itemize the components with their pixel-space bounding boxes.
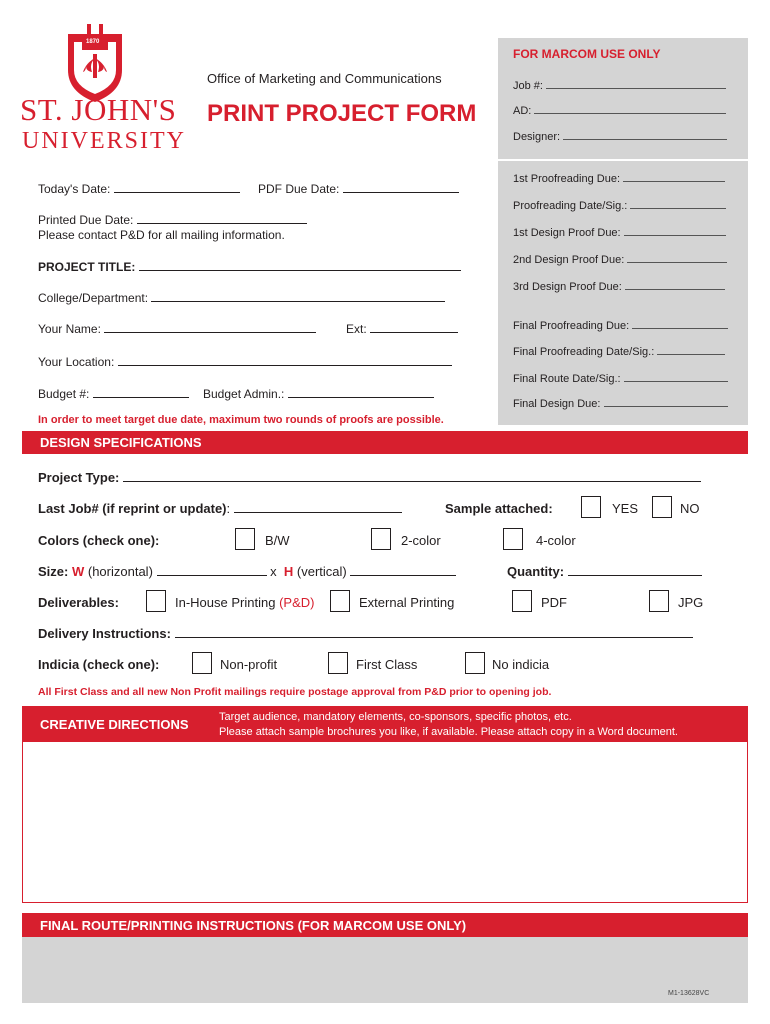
todays-date-field[interactable] <box>38 181 240 196</box>
final-route-bar <box>22 913 748 937</box>
budget-admin-field[interactable] <box>203 386 434 401</box>
second-design-proof-label: 2nd Design Proof Due: <box>513 254 625 266</box>
proofs-notice: In order to meet target due date, maximum two rounds of proofs are possible. <box>38 414 444 426</box>
college-department-label: College/Department: <box>38 291 149 305</box>
size-w-label: W <box>71 564 85 579</box>
quantity-field[interactable] <box>507 564 702 579</box>
color-bw-label: B/W <box>265 533 290 548</box>
creative-directions-hint1: Target audience, mandatory elements, co-sponsors, specific photos, etc. <box>219 711 572 723</box>
creative-directions-hint2: Please attach sample brochures you like, if available. Please attach copy in a Word document. <box>219 726 678 738</box>
last-job-field[interactable] <box>38 501 402 516</box>
jpg-checkbox[interactable] <box>649 590 669 612</box>
color-2color-label: 2-color <box>401 533 441 548</box>
pdf-due-date-label: PDF Due Date: <box>258 182 340 196</box>
inhouse-printing-label <box>175 595 314 610</box>
ad-field[interactable] <box>513 103 726 117</box>
your-name-field[interactable] <box>38 321 316 336</box>
final-route-heading: FINAL ROUTE/PRINTING INSTRUCTIONS (FOR MARCOM USE ONLY) <box>40 918 467 933</box>
todays-date-label: Today's Date: <box>38 182 111 196</box>
creative-directions-heading: CREATIVE DIRECTIONS <box>40 717 189 732</box>
jpg-label: JPG <box>678 595 704 610</box>
final-proofreading-date-label: Final Proofreading Date/Sig.: <box>513 346 655 358</box>
marcom-heading: FOR MARCOM USE ONLY <box>513 47 661 61</box>
external-printing-checkbox[interactable] <box>330 590 350 612</box>
project-type-field[interactable] <box>38 470 701 485</box>
final-design-label: Final Design Due: <box>513 398 601 410</box>
final-design-field[interactable] <box>513 396 728 410</box>
last-job-label: Last Job# (if reprint or update) <box>38 501 227 516</box>
external-printing-label: External Printing <box>359 595 455 610</box>
inhouse-printing-checkbox[interactable] <box>146 590 166 612</box>
university-name-line2: UNIVERSITY <box>22 128 186 154</box>
university-name-line1: ST. JOHN'S <box>20 92 177 127</box>
size-x-label: x <box>270 564 277 579</box>
ext-field[interactable] <box>346 321 458 336</box>
last-job-colon: : <box>226 501 231 516</box>
quantity-label: Quantity: <box>507 564 565 579</box>
your-location-label: Your Location: <box>38 355 115 369</box>
pdf-checkbox[interactable] <box>512 590 532 612</box>
third-design-proof-label: 3rd Design Proof Due: <box>513 281 622 293</box>
sample-yes-label: YES <box>612 501 639 516</box>
designer-field[interactable] <box>513 129 727 143</box>
design-specs-bar <box>22 431 748 454</box>
postage-note: All First Class and all new Non Profit mailings require postage approval from P&D prior to opening job. <box>38 686 552 698</box>
sample-no-checkbox[interactable] <box>652 496 672 518</box>
final-proofreading-label: Final Proofreading Due: <box>513 320 630 332</box>
design-specs-heading: DESIGN SPECIFICATIONS <box>40 435 202 450</box>
second-design-proof-field[interactable] <box>513 252 727 266</box>
colors-label: Colors (check one): <box>38 533 160 548</box>
deliverables-label: Deliverables: <box>38 595 119 610</box>
delivery-instructions-field[interactable] <box>38 626 693 641</box>
budget-number-label: Budget #: <box>38 387 90 401</box>
creative-directions-textarea[interactable] <box>22 742 748 903</box>
page-title: PRINT PROJECT FORM <box>207 100 477 127</box>
color-2color-checkbox[interactable] <box>371 528 391 550</box>
form-code: M1-13628VC <box>668 990 710 997</box>
college-department-field[interactable] <box>38 290 445 305</box>
sample-attached-label: Sample attached: <box>445 501 553 516</box>
noindicia-checkbox[interactable] <box>465 652 485 674</box>
project-title-label: PROJECT TITLE: <box>38 260 136 274</box>
proofreading-date-field[interactable] <box>513 198 726 212</box>
firstclass-label: First Class <box>356 657 418 672</box>
color-4color-label: 4-color <box>536 533 576 548</box>
size-vertical-label: (vertical) <box>296 564 347 579</box>
color-bw-checkbox[interactable] <box>235 528 255 550</box>
final-proofreading-field[interactable] <box>513 318 728 332</box>
ext-label: Ext: <box>346 322 367 336</box>
inhouse-printing-text: In-House Printing <box>175 595 276 610</box>
your-name-label: Your Name: <box>38 322 101 336</box>
your-location-field[interactable] <box>38 354 452 369</box>
proofreading-date-label: Proofreading Date/Sig.: <box>513 200 628 212</box>
pd-text: (P&D) <box>279 595 315 610</box>
budget-admin-label: Budget Admin.: <box>203 387 285 401</box>
color-4color-checkbox[interactable] <box>503 528 523 550</box>
printed-due-date-label: Printed Due Date: <box>38 213 134 227</box>
ad-label: AD: <box>513 105 532 117</box>
printed-due-date-field[interactable] <box>38 212 307 227</box>
nonprofit-label: Non-profit <box>220 657 278 672</box>
nonprofit-checkbox[interactable] <box>192 652 212 674</box>
size-field[interactable] <box>38 564 456 579</box>
project-type-label: Project Type: <box>38 470 120 485</box>
size-horizontal-label: (horizontal) <box>87 564 153 579</box>
sample-no-label: NO <box>680 501 700 516</box>
office-name: Office of Marketing and Communications <box>207 71 442 86</box>
pdf-due-date-field[interactable] <box>258 181 459 196</box>
final-route-label: Final Route Date/Sig.: <box>513 373 621 385</box>
size-h-label: H <box>283 564 294 579</box>
creative-directions-bar <box>22 706 748 742</box>
indicia-label: Indicia (check one): <box>38 657 160 672</box>
final-route-area[interactable] <box>22 937 748 1003</box>
first-proofreading-label: 1st Proofreading Due: <box>513 173 621 185</box>
pdf-label: PDF <box>541 595 567 610</box>
mailing-note: Please contact P&D for all mailing information. <box>38 228 285 242</box>
firstclass-checkbox[interactable] <box>328 652 348 674</box>
final-route-field[interactable] <box>513 371 728 385</box>
seal-banner: 1870 <box>86 39 100 45</box>
job-number-label: Job #: <box>513 80 543 92</box>
first-proofreading-field[interactable] <box>513 171 725 185</box>
designer-label: Designer: <box>513 131 561 143</box>
job-number-field[interactable] <box>513 78 726 92</box>
third-design-proof-field[interactable] <box>513 279 725 293</box>
first-design-proof-label: 1st Design Proof Due: <box>513 227 621 239</box>
first-design-proof-field[interactable] <box>513 225 726 239</box>
noindicia-label: No indicia <box>492 657 550 672</box>
budget-number-field[interactable] <box>38 386 189 401</box>
final-proofreading-date-field[interactable] <box>513 344 725 358</box>
delivery-instructions-label: Delivery Instructions: <box>38 626 171 641</box>
size-label: Size: <box>38 564 69 579</box>
project-title-field[interactable] <box>38 259 461 274</box>
sample-yes-checkbox[interactable] <box>581 496 601 518</box>
